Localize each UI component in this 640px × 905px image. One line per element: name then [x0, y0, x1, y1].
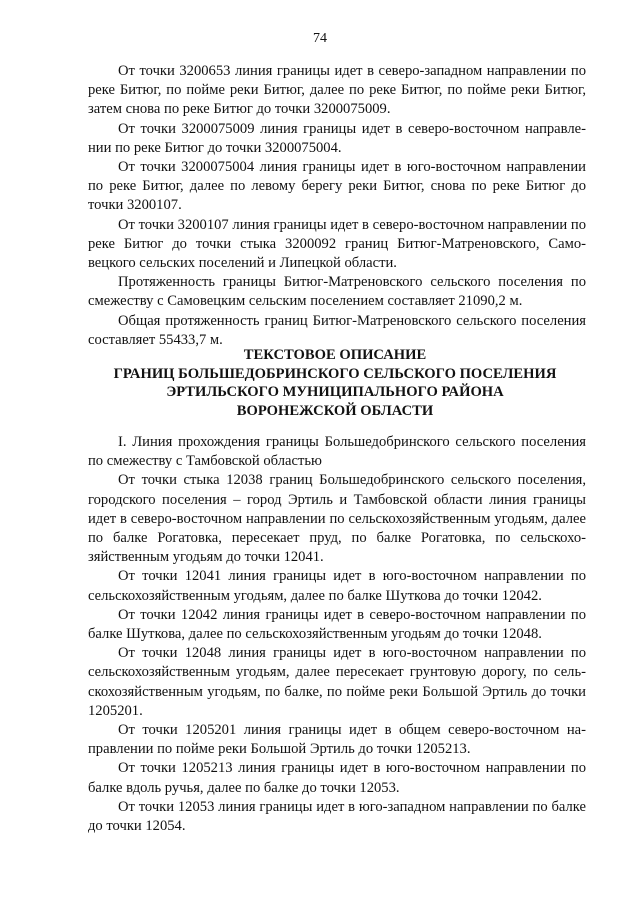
paragraph: От точки 12053 линия границы идет в юго-западном направлении по балке до точки 12054.	[88, 798, 586, 835]
heading-line: ВОРОНЕЖСКОЙ ОБЛАСТИ	[236, 402, 434, 419]
paragraph: От точки стыка 12038 границ Большедобринского сельского поселения, городского поселения – город Эртиль и Тамбовской области линия границы идет в северо-восточном направлении по сельскохозяйственным угодьям, далее по балке Рогатовка, пересекает пруд, по балке Рогатовка, по сельскохозяйственным угодьям до точки 12041.	[88, 472, 586, 566]
text-block-battug-matrenovsky	[88, 62, 586, 350]
section-heading	[70, 346, 600, 420]
paragraph: Протяженность границы Битюг-Матреновского сельского поселения по смежеству с Самовецким сельским поселением составляет 21090,2 м.	[88, 274, 586, 310]
paragraph: От точки 1205201 линия границы идет в общем северо-восточном направлении по пойме реки Большой Эртиль до точки 1205213.	[88, 722, 586, 758]
page-number: 74	[313, 31, 327, 46]
paragraph: Общая протяженность границ Битюг-Матреновского сельского поселения составляет 55433,7 м.	[88, 312, 586, 348]
paragraph: От точки 12041 линия границы идет в юго-восточном направлении по сельскохозяйственным угодьям, далее по балке Шуткова до точки 12042.	[88, 568, 586, 604]
paragraph: От точки 3200075004 линия границы идет в юго-восточном направлении по реке Битюг, далее по левому берегу реки Битюг, снова по реке Битюг до точки 3200107.	[88, 159, 586, 214]
paragraph: От точки 3200107 линия границы идет в северо-восточном направлении по реке Битюг до точки стыка 3200092 границ Битюг-Матреновского, Самовецкого сельских поселений и Липецкой области.	[88, 216, 586, 272]
paragraph: От точки 3200653 линия границы идет в северо-западном направлении по реке Битюг, по пойме реки Битюг, далее по реке Битюг, по пойме реки Битюг, затем снова по реке Битюг до точки 3200075009.	[88, 63, 586, 118]
paragraph: От точки 12042 линия границы идет в северо-восточном направлении по балке Шуткова, далее по сельскохозяйственным угодьям до точки 12048.	[88, 606, 586, 643]
text-block-bolshedobrinsky	[88, 433, 586, 836]
heading-line: ГРАНИЦ БОЛЬШЕДОБРИНСКОГО СЕЛЬСКОГО ПОСЕЛЕНИЯ	[113, 365, 557, 382]
heading-line: ЭРТИЛЬСКОГО МУНИЦИПАЛЬНОГО РАЙОНА	[166, 384, 504, 401]
heading-line: ТЕКСТОВОЕ ОПИСАНИЕ	[243, 347, 427, 363]
paragraph: I. Линия прохождения границы Большедобринского сельского поселения по смежеству с Тамбовской областью	[88, 434, 586, 470]
paragraph: От точки 12048 линия границы идет в юго-восточном направлении по сельскохозяйственным угодьям, далее пересекает грунтовую дорогу, по сельскохозяйственным угодьям, по балке, по пойме реки Большой Эртиль до точки 1205201.	[88, 645, 586, 719]
paragraph: От точки 1205213 линия границы идет в юго-восточном направлении по балке вдоль ручья, далее по балке до точки 12053.	[88, 760, 586, 796]
paragraph: От точки 3200075009 линия границы идет в северо-восточном направлении по реке Битюг до точки 3200075004.	[88, 120, 586, 156]
